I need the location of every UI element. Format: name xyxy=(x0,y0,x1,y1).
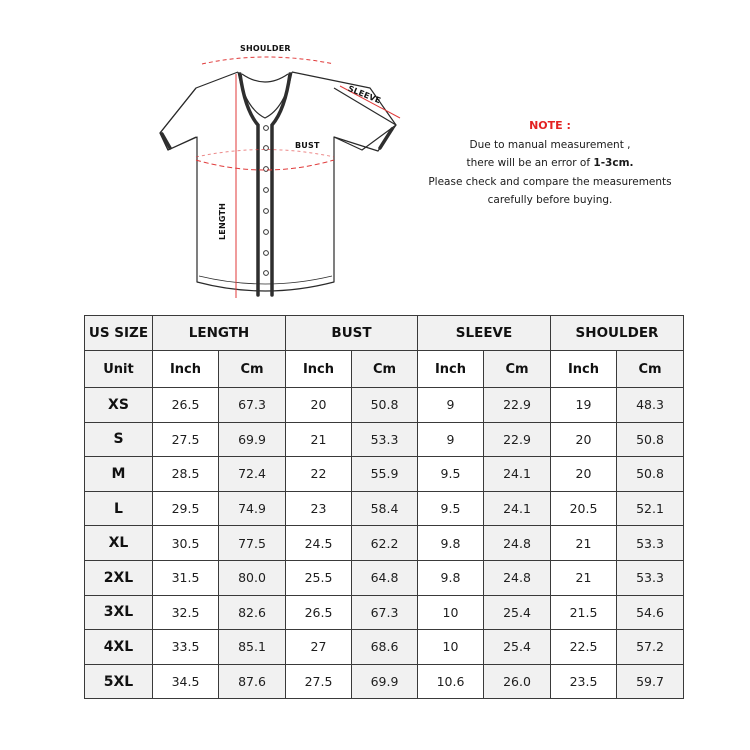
value-cell: 20.5 xyxy=(551,491,617,526)
table-row xyxy=(85,422,684,457)
shoulder-measure-line xyxy=(202,57,334,64)
note-line-2-text: there will be an error of xyxy=(466,157,594,169)
unit-cell: Inch xyxy=(153,351,219,388)
value-cell: 74.9 xyxy=(219,491,286,526)
value-cell: 25.5 xyxy=(286,560,352,595)
value-cell: 9 xyxy=(418,422,484,457)
us-size-header: US SIZE xyxy=(85,316,153,351)
value-cell: 22.9 xyxy=(484,422,551,457)
size-cell: 3XL xyxy=(85,595,153,630)
size-cell: L xyxy=(85,491,153,526)
value-cell: 29.5 xyxy=(153,491,219,526)
size-cell: XL xyxy=(85,526,153,561)
value-cell: 85.1 xyxy=(219,630,286,665)
note-title: NOTE : xyxy=(529,119,571,132)
value-cell: 24.8 xyxy=(484,560,551,595)
value-cell: 26.5 xyxy=(286,595,352,630)
value-cell: 28.5 xyxy=(153,457,219,492)
unit-cell: Inch xyxy=(551,351,617,388)
value-cell: 20 xyxy=(286,388,352,423)
value-cell: 48.3 xyxy=(617,388,684,423)
note-error-range: 1-3cm. xyxy=(593,157,634,169)
value-cell: 9.8 xyxy=(418,526,484,561)
table-row xyxy=(85,457,684,492)
value-cell: 87.6 xyxy=(219,664,286,699)
value-cell: 58.4 xyxy=(352,491,418,526)
note-line-3: Please check and compare the measurements xyxy=(428,175,672,188)
value-cell: 53.3 xyxy=(617,526,684,561)
value-cell: 25.4 xyxy=(484,630,551,665)
value-cell: 21 xyxy=(286,422,352,457)
size-cell: XS xyxy=(85,388,153,423)
note-line-1: Due to manual measurement , xyxy=(469,138,631,151)
size-chart-table xyxy=(84,315,684,699)
note-line-2 xyxy=(415,154,685,173)
value-cell: 53.3 xyxy=(617,560,684,595)
value-cell: 80.0 xyxy=(219,560,286,595)
length-header: LENGTH xyxy=(153,316,286,351)
value-cell: 22.5 xyxy=(551,630,617,665)
size-cell: M xyxy=(85,457,153,492)
value-cell: 33.5 xyxy=(153,630,219,665)
value-cell: 77.5 xyxy=(219,526,286,561)
value-cell: 27.5 xyxy=(153,422,219,457)
size-cell: 5XL xyxy=(85,664,153,699)
unit-row xyxy=(85,351,684,388)
value-cell: 23.5 xyxy=(551,664,617,699)
value-cell: 53.3 xyxy=(352,422,418,457)
unit-cell: Cm xyxy=(617,351,684,388)
value-cell: 24.5 xyxy=(286,526,352,561)
value-cell: 26.0 xyxy=(484,664,551,699)
sleeve-header: SLEEVE xyxy=(418,316,551,351)
bust-header: BUST xyxy=(286,316,418,351)
value-cell: 55.9 xyxy=(352,457,418,492)
unit-cell: Cm xyxy=(484,351,551,388)
size-cell: 2XL xyxy=(85,560,153,595)
value-cell: 34.5 xyxy=(153,664,219,699)
value-cell: 82.6 xyxy=(219,595,286,630)
value-cell: 67.3 xyxy=(219,388,286,423)
value-cell: 31.5 xyxy=(153,560,219,595)
table-row xyxy=(85,526,684,561)
value-cell: 26.5 xyxy=(153,388,219,423)
value-cell: 25.4 xyxy=(484,595,551,630)
value-cell: 19 xyxy=(551,388,617,423)
value-cell: 54.6 xyxy=(617,595,684,630)
value-cell: 27 xyxy=(286,630,352,665)
value-cell: 9.5 xyxy=(418,457,484,492)
value-cell: 23 xyxy=(286,491,352,526)
table-row xyxy=(85,491,684,526)
value-cell: 52.1 xyxy=(617,491,684,526)
value-cell: 21 xyxy=(551,560,617,595)
value-cell: 9.8 xyxy=(418,560,484,595)
size-cell: S xyxy=(85,422,153,457)
length-label: LENGTH xyxy=(218,202,227,240)
value-cell: 67.3 xyxy=(352,595,418,630)
value-cell: 10.6 xyxy=(418,664,484,699)
sleeve-label: SLEEVE xyxy=(346,84,383,106)
value-cell: 27.5 xyxy=(286,664,352,699)
value-cell: 64.8 xyxy=(352,560,418,595)
shoulder-header: SHOULDER xyxy=(551,316,684,351)
value-cell: 50.8 xyxy=(617,457,684,492)
value-cell: 68.6 xyxy=(352,630,418,665)
size-cell: 4XL xyxy=(85,630,153,665)
value-cell: 9.5 xyxy=(418,491,484,526)
value-cell: 10 xyxy=(418,595,484,630)
note-line-4: carefully before buying. xyxy=(487,194,613,206)
value-cell: 9 xyxy=(418,388,484,423)
header-row xyxy=(85,316,684,351)
table-row xyxy=(85,560,684,595)
unit-cell: Cm xyxy=(352,351,418,388)
value-cell: 24.1 xyxy=(484,491,551,526)
value-cell: 62.2 xyxy=(352,526,418,561)
table-row xyxy=(85,595,684,630)
value-cell: 50.8 xyxy=(352,388,418,423)
value-cell: 69.9 xyxy=(219,422,286,457)
value-cell: 24.1 xyxy=(484,457,551,492)
value-cell: 22.9 xyxy=(484,388,551,423)
value-cell: 22 xyxy=(286,457,352,492)
value-cell: 20 xyxy=(551,422,617,457)
value-cell: 57.2 xyxy=(617,630,684,665)
table-row xyxy=(85,630,684,665)
value-cell: 24.8 xyxy=(484,526,551,561)
unit-cell: Cm xyxy=(219,351,286,388)
value-cell: 20 xyxy=(551,457,617,492)
measurement-note xyxy=(415,117,685,210)
table-row xyxy=(85,388,684,423)
value-cell: 50.8 xyxy=(617,422,684,457)
value-cell: 69.9 xyxy=(352,664,418,699)
unit-cell: Inch xyxy=(418,351,484,388)
value-cell: 10 xyxy=(418,630,484,665)
value-cell: 21.5 xyxy=(551,595,617,630)
value-cell: 32.5 xyxy=(153,595,219,630)
table-row xyxy=(85,664,684,699)
value-cell: 59.7 xyxy=(617,664,684,699)
unit-cell: Inch xyxy=(286,351,352,388)
value-cell: 21 xyxy=(551,526,617,561)
bust-label: BUST xyxy=(295,141,320,150)
shoulder-label: SHOULDER xyxy=(240,44,291,53)
unit-label: Unit xyxy=(85,351,153,388)
value-cell: 72.4 xyxy=(219,457,286,492)
value-cell: 30.5 xyxy=(153,526,219,561)
